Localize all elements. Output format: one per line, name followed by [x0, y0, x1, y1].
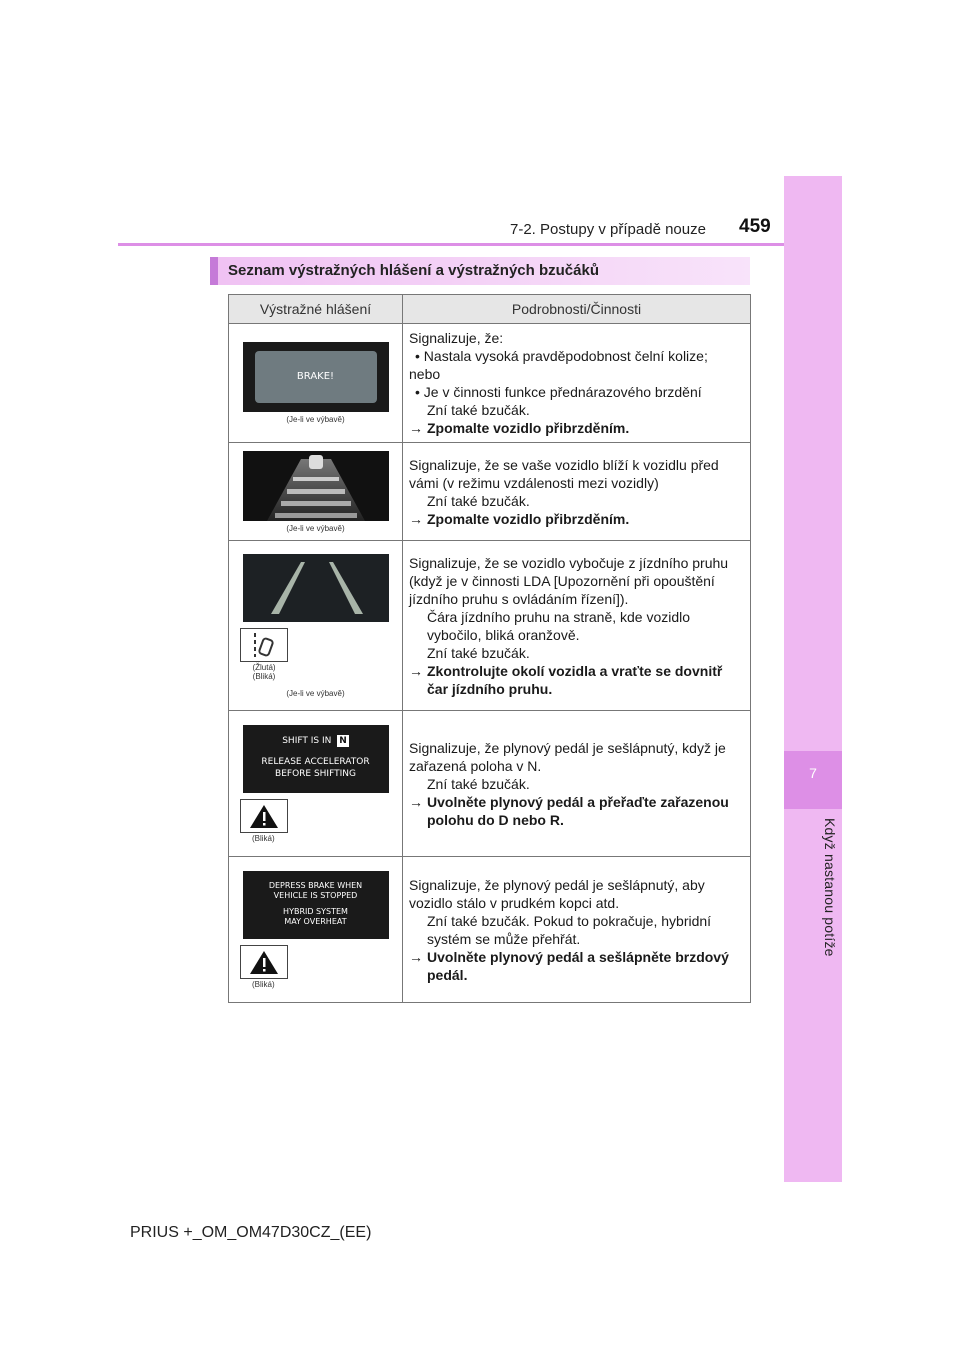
description-note: Zní také bzučák. — [427, 492, 530, 509]
action-instruction: → Uvolněte plynový pedál a sešlápněte brzdový pedál. — [409, 948, 729, 983]
table-row — [229, 711, 751, 857]
table-row — [229, 324, 751, 443]
table-row — [229, 541, 751, 711]
description-text: Signalizuje, že plynový pedál je sešlápnutý, když je zařazená poloha v N. — [409, 739, 726, 774]
vehicle-distance-icon — [243, 451, 389, 521]
table-row — [229, 443, 751, 541]
action-instruction: → Uvolněte plynový pedál a přeřaďte zařazenou polohu do D nebo R. — [409, 793, 729, 828]
description-text: Signalizuje, že plynový pedál je sešlápnutý, aby vozidlo stálo v prudkém kopci atd. — [409, 876, 705, 911]
action-instruction: → Zpomalte vozidlo přibrzděním. — [409, 420, 630, 436]
lane-departure-indicator-icon — [240, 628, 288, 662]
arrow-icon: → — [409, 793, 423, 810]
column-header-message: Výstražné hlášení — [229, 295, 403, 324]
description-note: Zní také bzučák. — [427, 644, 530, 661]
arrow-icon: → — [409, 662, 423, 679]
chapter-number: 7 — [784, 751, 842, 809]
warning-table — [228, 294, 751, 1003]
action-instruction: → Zpomalte vozidlo přibrzděním. — [409, 510, 630, 527]
image-caption: (Bliká) — [252, 833, 275, 843]
brake-warning-text: BRAKE! — [296, 371, 335, 382]
description-note: Čára jízdního pruhu na straně, kde vozidlo vybočilo, bliká oranžově. — [427, 608, 691, 643]
brake-warning-screen — [243, 342, 389, 412]
table-row — [229, 857, 751, 1003]
description-text: Signalizuje, že se vozidlo vybočuje z jízdního pruhu (když je v činnosti LDA [Upozornění při opouštění jízdního pruhu s ovládáním řízení]). — [409, 554, 729, 607]
description-text: nebo — [409, 366, 441, 382]
overheat-warning-line: HYBRID SYSTEM — [283, 906, 348, 916]
shift-warning-line: BEFORE SHIFTING — [275, 768, 356, 779]
overheat-warning-line: DEPRESS BRAKE WHEN — [268, 880, 363, 890]
warning-triangle-icon — [240, 799, 288, 833]
image-caption: (Je-li ve výbavě) — [286, 688, 345, 698]
hybrid-overheat-screen — [243, 871, 389, 939]
arrow-icon: → — [409, 510, 423, 527]
warning-triangle-icon — [240, 945, 288, 979]
description-bullet: • Nastala vysoká pravděpodobnost čelní kolize; — [415, 348, 708, 364]
overheat-warning-line: VEHICLE IS STOPPED — [273, 890, 358, 900]
overheat-warning-line: MAY OVERHEAT — [284, 916, 347, 926]
lane-departure-screen — [243, 554, 389, 622]
arrow-icon: → — [409, 420, 423, 436]
brake-warning-panel — [255, 351, 377, 403]
image-caption: (Je-li ve výbavě) — [286, 523, 345, 533]
shift-warning-screen — [243, 725, 389, 793]
section-title: Seznam výstražných hlášení a výstražných bzučáků — [210, 257, 750, 285]
shift-warning-line: RELEASE ACCELERATOR — [261, 756, 370, 767]
description-note: Zní také bzučák. — [427, 402, 530, 418]
header-divider — [118, 243, 784, 246]
arrow-icon: → — [409, 948, 423, 965]
indicator-blink-caption: (Bliká) — [252, 671, 276, 681]
footer-document-id: PRIUS +_OM_OM47D30CZ_(EE) — [130, 1224, 372, 1241]
column-header-details: Podrobnosti/Činnosti — [403, 295, 751, 324]
vehicle-distance-screen — [243, 451, 389, 521]
description-bullet: • Je v činnosti funkce přednárazového brzdění — [415, 384, 702, 400]
lane-lines-icon — [243, 554, 389, 622]
image-caption: (Bliká) — [252, 979, 275, 989]
chapter-title: Když nastanou potíže — [822, 818, 838, 957]
description-text: Signalizuje, že se vaše vozidlo blíží k vozidlu před vámi (v režimu vzdálenosti mezi vozidly) — [409, 456, 719, 491]
page-number: 459 — [739, 216, 771, 237]
indicator-color-caption: (Žlutá) — [252, 662, 276, 672]
table-header-row — [229, 295, 751, 324]
image-caption: (Je-li ve výbavě) — [286, 415, 345, 424]
chapter-side-tab — [784, 176, 842, 1182]
description-text: Signalizuje, že: — [409, 330, 504, 346]
neutral-badge: N — [339, 735, 347, 746]
description-note: Zní také bzučák. — [427, 775, 530, 792]
description-note: Zní také bzučák. Pokud to pokračuje, hybridní systém se může přehřát. — [427, 912, 712, 947]
action-instruction: → Zkontrolujte okolí vozidla a vraťte se dovnitř čar jízdního pruhu. — [409, 662, 723, 697]
header-section-title: 7-2. Postupy v případě nouze — [510, 221, 706, 238]
shift-warning-line: SHIFT IS IN — [282, 735, 332, 746]
